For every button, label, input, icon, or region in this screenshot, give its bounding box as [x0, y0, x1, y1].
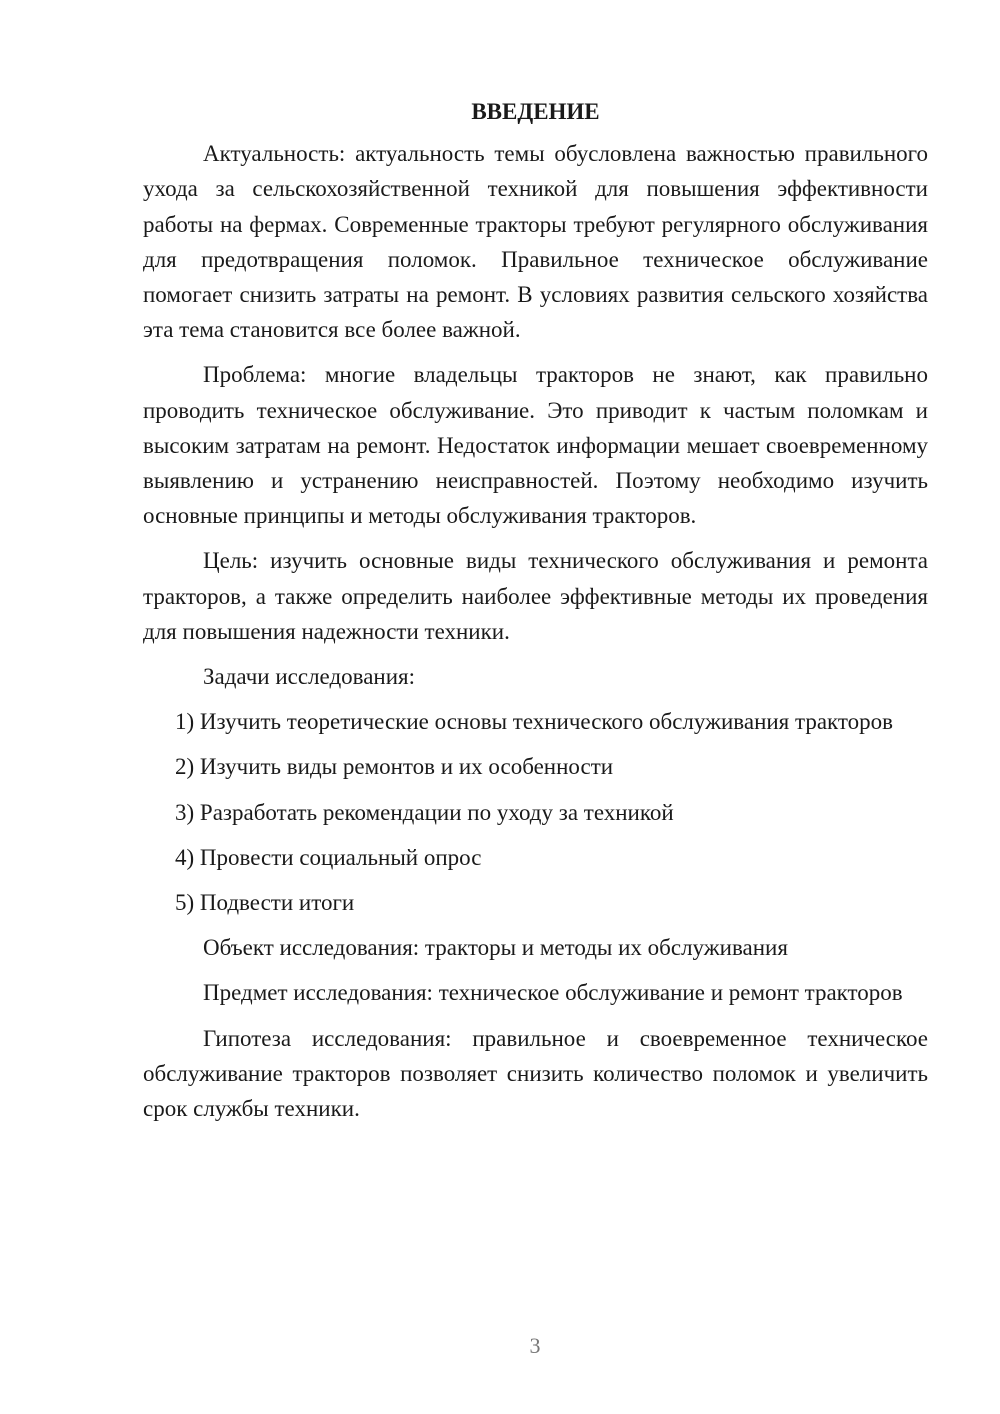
- paragraph-subject: Предмет исследования: техническое обслуживание и ремонт тракторов: [203, 980, 903, 1006]
- paragraph-tasks-title: Задачи исследования:: [203, 664, 416, 690]
- list-item: 5) Подвести итоги: [175, 890, 355, 916]
- paragraph-hypothesis: Гипотеза исследования: правильное и своевременное техническое обслуживание тракторов позволяет снизить количество поломок и увеличить срок службы техники.: [143, 1025, 928, 1122]
- list-item: 4) Провести социальный опрос: [175, 844, 482, 870]
- paragraph-relevance: Актуальность: актуальность темы обусловлена важностью правильного ухода за сельскохозяйственной техникой для повышения эффективности работы на фермах. Современные тракторы требуют регулярного обслуживания для предотвращения поломок. Правильное техническое обслуживание помогает снизить затраты на ремонт. В условиях развития сельского хозяйства эта тема становится все более важной.: [143, 141, 928, 343]
- paragraph-goal: Цель: изучить основные виды технического обслуживания и ремонта тракторов, а также определить наиболее эффективные методы их проведения для повышения надежности техники.: [143, 548, 928, 644]
- list-item: 1) Изучить теоретические основы технического обслуживания тракторов: [175, 709, 894, 735]
- page-number: 3: [529, 1333, 541, 1358]
- list-item: 2) Изучить виды ремонтов и их особенности: [175, 754, 614, 780]
- section-heading: ВВЕДЕНИЕ: [471, 99, 600, 124]
- document-page: [143, 94, 928, 1136]
- paragraph-problem: Проблема: многие владельцы тракторов не знают, как правильно проводить техническое обслуживание. Это приводит к частым поломкам и высоким затратам на ремонт. Недостаток информации мешает своевременному выявлению и устранению неисправностей. Поэтому необходимо изучить основные принципы и методы обслуживания тракторов.: [143, 362, 928, 529]
- paragraph-object: Объект исследования: тракторы и методы их обслуживания: [203, 935, 788, 961]
- tasks-list: [143, 704, 928, 920]
- list-item: 3) Разработать рекомендации по уходу за техникой: [175, 799, 674, 825]
